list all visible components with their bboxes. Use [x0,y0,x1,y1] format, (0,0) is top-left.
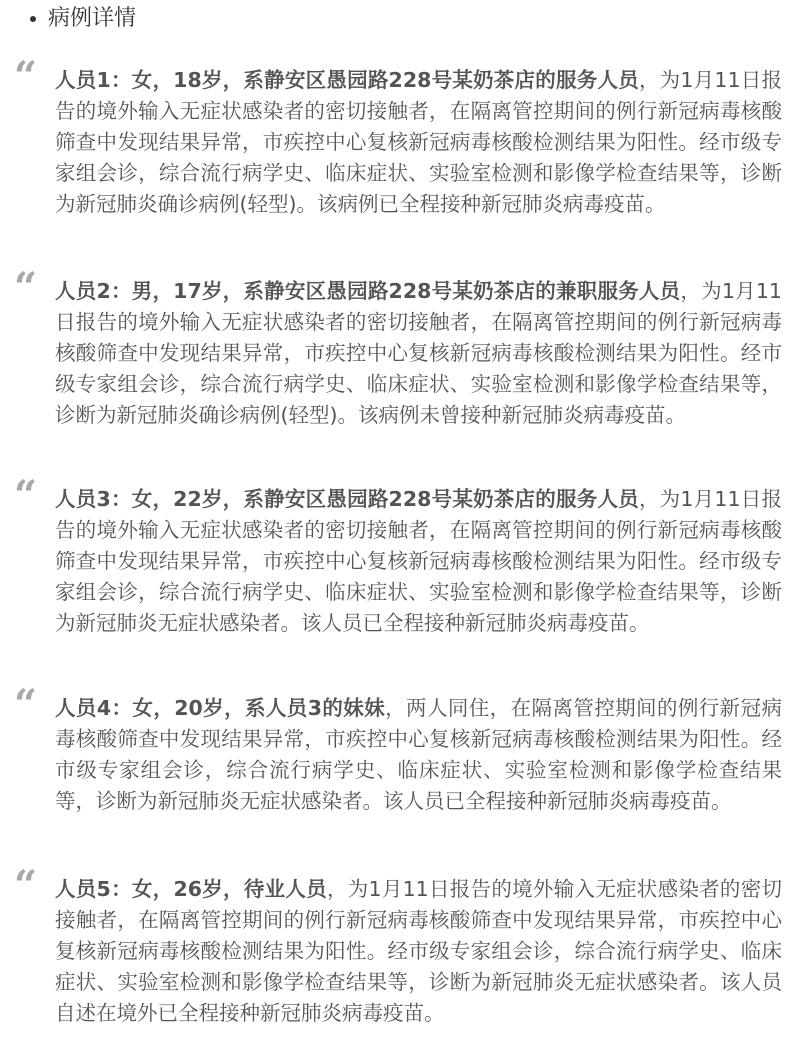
case-lead-4: 人员4：女，20岁，系人员3的妹妹 [55,696,386,720]
case-quote-2 [14,264,782,431]
case-lead-2: 人员2：男，17岁，系静安区愚园路228号某奶茶店的兼职服务人员 [55,279,681,303]
case-text-1 [55,65,782,220]
case-quote-3 [14,472,782,639]
quote-icon: “ [14,53,38,100]
case-body-3: ，为1月11日报告的境外输入无症状感染者的密切接触者，在隔离管控期间的例行新冠病毒核酸筛查中发现结果异常，市疾控中心复核新冠病毒核酸检测结果为阳性。经市级专家组会诊，综合流行病学史、临床症状、实验室检测和影像学检查结果等，诊断为新冠肺炎无症状感染者。该人员已全程接种新冠肺炎病毒疫苗。 [55,487,782,635]
section-title-text: 病例详情 [48,6,137,31]
section-heading [30,4,136,34]
quote-icon: “ [14,681,38,728]
case-body-5: ，为1月11日报告的境外输入无症状感染者的密切接触者，在隔离管控期间的例行新冠病毒核酸筛查中发现结果异常，市疾控中心复核新冠病毒核酸检测结果为阳性。经市级专家组会诊，综合流行病学史、临床症状、实验室检测和影像学检查结果等，诊断为新冠肺炎无症状感染者。该人员自述在境外已全程接种新冠肺炎病毒疫苗。 [55,877,782,1025]
quote-icon: “ [14,264,38,311]
case-body-4: ，两人同住，在隔离管控期间的例行新冠病毒核酸筛查中发现结果异常，市疾控中心复核新冠病毒核酸检测结果为阳性。经市级专家组会诊，综合流行病学史、临床症状、实验室检测和影像学检查结果等，诊断为新冠肺炎无症状感染者。该人员已全程接种新冠肺炎病毒疫苗。 [55,696,783,813]
quote-icon: “ [14,472,38,519]
case-body-2: ，为1月11日报告的境外输入无症状感染者的密切接触者，在隔离管控期间的例行新冠病毒核酸筛查中发现结果异常，市疾控中心复核新冠病毒核酸检测结果为阳性。经市级专家组会诊，综合流行病学史、临床症状、实验室检测和影像学检查结果等，诊断为新冠肺炎确诊病例(轻型)。该病例未曾接种新冠肺炎病毒疫苗。 [55,279,782,427]
case-lead-5: 人员5：女，26岁，待业人员 [55,877,327,901]
quote-icon: “ [14,862,38,909]
case-body-1: ，为1月11日报告的境外输入无症状感染者的密切接触者，在隔离管控期间的例行新冠病毒核酸筛查中发现结果异常，市疾控中心复核新冠病毒核酸检测结果为阳性。经市级专家组会诊，综合流行病学史、临床症状、实验室检测和影像学检查结果等，诊断为新冠肺炎确诊病例(轻型)。该病例已全程接种新冠肺炎病毒疫苗。 [55,68,782,216]
case-quote-4 [14,681,783,817]
case-text-5 [55,874,782,1029]
case-text-3 [55,484,782,639]
case-lead-3: 人员3：女，22岁，系静安区愚园路228号某奶茶店的服务人员 [55,487,639,511]
case-quote-5 [14,862,782,1029]
case-text-4 [55,693,782,817]
case-quote-1 [14,53,782,220]
case-text-2 [55,276,782,431]
case-lead-1: 人员1：女，18岁，系静安区愚园路228号某奶茶店的服务人员 [55,68,639,92]
bullet-icon [30,16,36,22]
